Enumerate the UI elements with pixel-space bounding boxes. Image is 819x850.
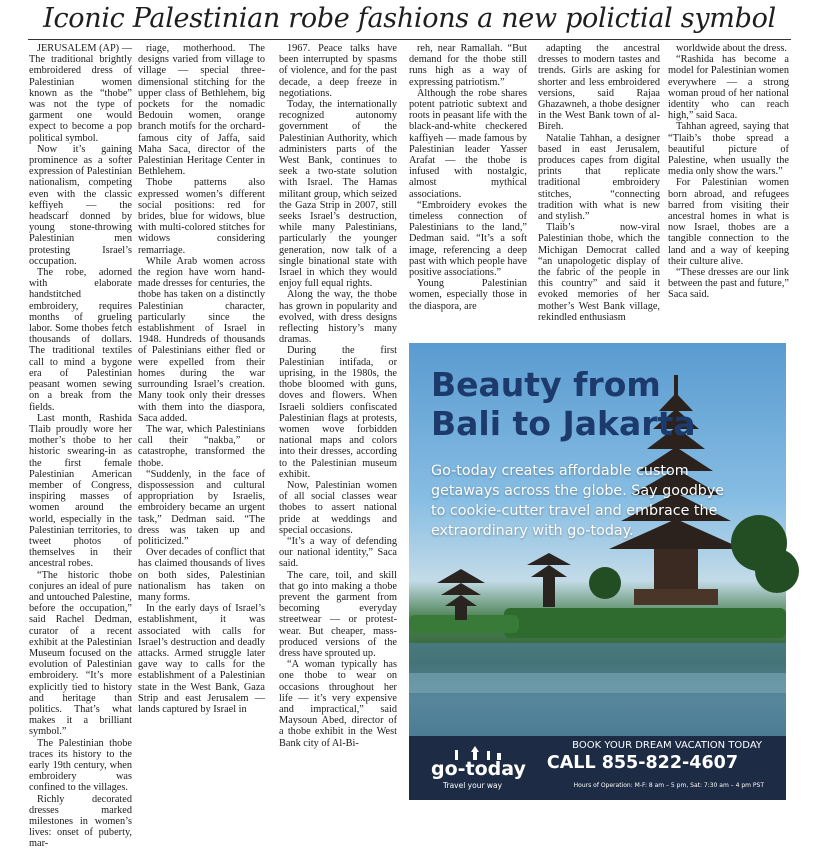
article-paragraph: JERUSALEM (AP) — The traditional brightly embroidered dress of Palestinian women known as the “thobe” was not the type of garment one would expect to become a pop political symbol.: [29, 43, 132, 144]
logo-tagline: Travel your way: [443, 781, 503, 790]
article-paragraph: Although the robe shares potent patriotic subtext and roots in peasant life with the black-and-white checkered kaffiyeh — made famous by Palestinian leader Yasser Arafat — the thobe is infused with nostalgic, almost mythical associations.: [409, 87, 527, 200]
article-paragraph: While Arab women across the region have worn hand-made dresses for centuries, the thobe has taken on a distinctly Palestinian character, particularly since the establishment of Israel in 1948. Hundreds of thousands of Palestinians either fled or were expelled from their homes during the war surrounding Israel’s creation. Many took only their dresses with them into the diaspora, Saca added.: [138, 255, 265, 424]
article-paragraph: “Embroidery evokes the timeless connection of Palestinians to the land,” Dedman said. “It’s a soft image, referencing a deep past with which people have positive associations.”: [409, 199, 527, 279]
article-paragraph: Thobe patterns also expressed women’s different social positions: red for brides, blue for widows, blue with multi-colored stitches for widows considering remarriage.: [138, 177, 265, 256]
article-paragraph: reh, near Ramallah. “But demand for the thobe still runs high as a way of expressing patriotism.”: [409, 43, 527, 88]
headline: Iconic Palestinian robe fashions a new polictial symbol: [43, 3, 776, 34]
article-paragraph: In the early days of Israel’s establishment, it was associated with calls for Israel’s destruction and deadly attacks. Armed struggle later gave way to calls for the establishment of a Palestinian state in the West Bank, Gaza Strip and east Jerusalem — lands captured by Israel in: [138, 603, 265, 715]
article-column-5: [538, 43, 660, 341]
article-paragraph: “The historic thobe conjures an ideal of pure and untouched Palestine, before the occupation,” said Rachel Dedman, curator of a recent exhibit at the Palestinian Museum focused on the evolution of Palestinian embroidery. “It’s more explicitly tied to history and heritage than politics. That’s what makes it a brilliant symbol.”: [29, 569, 132, 738]
article-paragraph: Last month, Rashida Tlaib proudly wore her mother’s thobe to her historic swearing-in as the first female Palestinian American member of Congress, inspiring masses of women around the world, especially in the Palestinian territories, to tweet photos of themselves in their ancestral robes.: [29, 412, 132, 570]
article-paragraph: Now it’s gaining prominence as a softer expression of Palestinian nationalism, competing even with the classic keffiyeh — the headscarf donned by young stone-throwing Palestinian men protesting Israel’s occupation.: [29, 143, 132, 267]
book-vacation-text: BOOK YOUR DREAM VACATION TODAY: [572, 740, 762, 751]
article-paragraph: “Rashida has become a model for Palestinian women everywhere — a strong woman proud of her national identity who can reach high,” said Saca.: [668, 54, 789, 122]
article-paragraph: Richly decorated dresses marked milestones in women’s lives: onset of puberty, mar-: [29, 793, 132, 850]
article-paragraph: 1967. Peace talks have been interrupted by spasms of violence, and for the past decade, a deep freeze in negotiations.: [279, 43, 397, 99]
article-paragraph: The war, which Palestinians call their “nakba,” or catastrophe, transformed the thobe.: [138, 423, 265, 469]
article-paragraph: Natalie Tahhan, a designer based in east Jerusalem, produces capes from digital prints that replicate traditional embroidery stitches, “connecting tradition with what is new and stylish.”: [538, 132, 660, 223]
logo-wordmark: go-today: [431, 758, 526, 780]
article-paragraph: Today, the internationally recognized autonomy government of the Palestinian Authority, which administers parts of the West Bank, continues to seek a two-state solution with Israel. The Hamas militant group, which seized the Gaza Strip in 2007, still seeks Israel’s destruction, while many Palestinians, particularly the younger generation, now talk of a single binational state with Israel in which they would enjoy full equal rights.: [279, 99, 397, 290]
article-column-6: [668, 43, 789, 341]
article-column-4: [409, 43, 527, 341]
article-paragraph: worldwide about the dress.: [676, 43, 787, 54]
article-paragraph: “These dresses are our link between the past and future,” Saca said.: [668, 267, 789, 301]
article-column-3: [279, 43, 397, 805]
headline-rule: [28, 39, 791, 40]
article-paragraph: “It’s a way of defending our national identity,” Saca said.: [279, 535, 397, 570]
article-paragraph: During the first Palestinian intifada, or uprising, in the 1980s, the thobe bloomed with guns, doves and flowers. When Israeli soldiers confiscated Palestinian flags at protests, women wove forbidden national maps and colors into their dresses, according to the Palestinian museum exhibit.: [279, 345, 397, 480]
article-paragraph: “Suddenly, in the face of dispossession and cultural appropriation by Israelis, embroidery became an urgent task,” Dedman said. “The dress was taken up and politicized.”: [138, 468, 265, 547]
travel-advertisement: [409, 343, 786, 800]
article-paragraph: Now, Palestinian women of all social classes wear thobes to assert national pride at weddings and special occasions.: [279, 479, 397, 536]
ad-title: Beauty from Bali to Jakarta: [431, 365, 696, 443]
article-paragraph: Young Palestinian women, especially those in the diaspora, are: [409, 278, 527, 312]
hours-of-operation: Hours of Operation: M-F: 8 am – 5 pm, Sat: 7:30 am – 4 pm PST: [573, 782, 764, 789]
article-paragraph: riage, motherhood. The designs varied from village to village — special three-dimensional stitching for the upper class of Bethlehem, big pockets for the nomadic Bedouin women, orange branch motifs for the orchard-famous city of Jaffa, said Maha Saca, director of the Palestinian Heritage Center in Bethlehem.: [138, 43, 265, 178]
article-paragraph: Over decades of conflict that has claimed thousands of lives on both sides, Palestinian nationalism has taken on many forms.: [138, 547, 265, 603]
article-paragraph: Tlaib’s now-viral Palestinian thobe, which the Michigan Democrat called “an unapologetic display of the fabric of the people in this country” and said it evoked memories of her mother’s West Bank village, rekindled enthusiasm: [538, 222, 660, 323]
article-paragraph: Tahhan agreed, saying that “Tlaib’s thobe spread a beautiful picture of Palestine, when usually the media only show the wars.”: [668, 121, 789, 178]
ad-body: Go-today creates affordable custom getaways across the globe. Say goodbye to cookie-cutter travel and embrace the extraordinary with go-today.: [431, 463, 725, 539]
ad-footer: [409, 736, 786, 800]
article-column-2: [138, 43, 265, 805]
article-paragraph: “A woman typically has one thobe to wear on occasions throughout her life — it’s very expensive and impractical,” said Maysoun Abed, director of a thobe exhibit in the West Bank city of Al-Bi-: [279, 659, 397, 749]
article-paragraph: Along the way, the thobe has grown in popularity and evolved, with dress designs reflecting history’s many dramas.: [279, 289, 397, 346]
article-paragraph: For Palestinian women born abroad, and refugees barred from visiting their ancestral homes in what is now Israel, thobes are a tangible connection to the land and a way of keeping their culture alive.: [668, 177, 789, 267]
article-paragraph: The robe, adorned with elaborate handstitched embroidery, requires months of grueling labor. Some thobes fetch thousands of dollars. The traditional textiles call to mind a bygone era of Palestinian peasant women sewing on a break from the fields.: [29, 267, 132, 413]
article-paragraph: adapting the ancestral dresses to modern tastes and trends. Girls are asking for shorter and less embroidered versions, said Rajaa Ghazawneh, a thobe designer in the West Bank town of al-Bireh.: [538, 43, 660, 133]
call-phone-number[interactable]: CALL 855-822-4607: [546, 753, 738, 773]
article-paragraph: The Palestinian thobe traces its history to the early 19th century, when embroidery was confined to the villages.: [29, 737, 132, 794]
article-column-1: [29, 43, 132, 850]
go-today-logo[interactable]: [429, 748, 529, 790]
article-paragraph: The care, toil, and skill that go into making a thobe prevent the garment from becoming everyday streetwear — or protest-wear. But cheaper, mass-produced versions of the dress have sprouted up.: [279, 569, 397, 659]
